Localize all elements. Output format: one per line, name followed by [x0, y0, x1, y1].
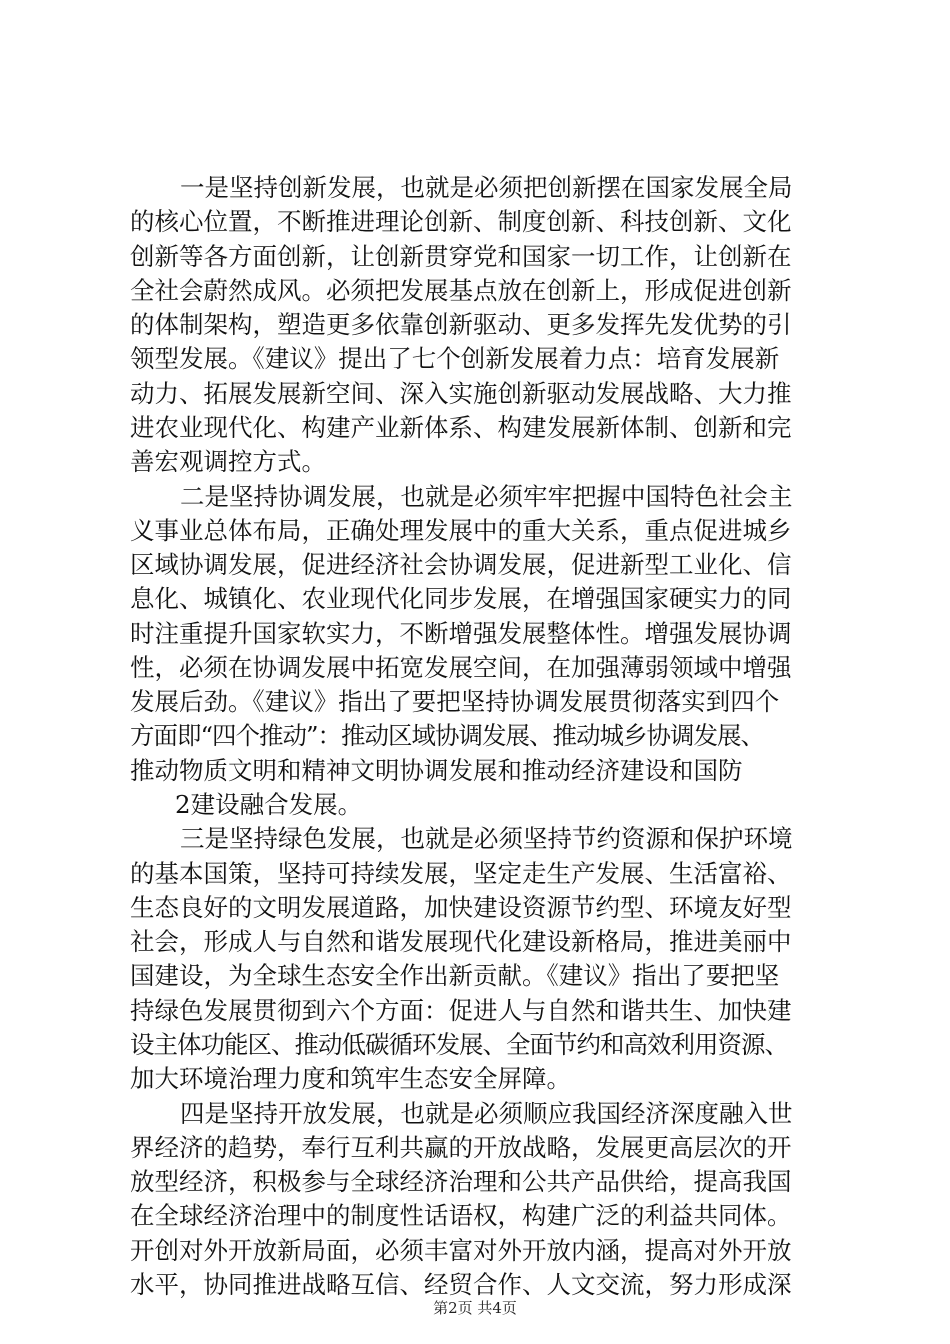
paragraph-line: 区域协调发展，促进经济社会协调发展，促进新型工业化、信: [130, 550, 792, 579]
paragraph-line: 加大环境治理力度和筑牢生态安全屏障。: [130, 1064, 571, 1093]
paragraph-line: 性，必须在协调发展中拓宽发展空间，在加强薄弱领域中增强: [130, 653, 792, 682]
paragraph-line: 设主体功能区、推动低碳循环发展、全面节约和高效利用资源、: [130, 1030, 788, 1059]
paragraph-line: 的基本国策，坚持可持续发展，坚定走生产发展、生活富裕、: [130, 859, 792, 888]
paragraph-line: 推动物质文明和精神文明协调发展和推动经济建设和国防: [130, 756, 743, 785]
paragraph-line: 放型经济，积极参与全球经济治理和公共产品供给，提高我国: [130, 1167, 792, 1196]
paragraph-line: 创新等各方面创新，让创新贯穿党和国家一切工作，让创新在: [130, 242, 792, 271]
paragraph-line: 三是坚持绿色发展，也就是必须坚持节约资源和保护环境: [180, 824, 793, 853]
paragraph-line: 界经济的趋势，奉行互利共赢的开放战略，发展更高层次的开: [130, 1133, 792, 1162]
paragraph-line: 生态良好的文明发展道路，加快建设资源节约型、环境友好型: [130, 893, 792, 922]
paragraph-line: 在全球经济治理中的制度性话语权，构建广泛的利益共同体。: [130, 1201, 792, 1230]
paragraph-line: 方面即“四个推动”：推动区域协调发展、推动城乡协调发展、: [130, 721, 765, 750]
paragraph-line: 四是坚持开放发展，也就是必须顺应我国经济深度融入世: [180, 1099, 793, 1128]
paragraph-line: 发展后劲。《建议》指出了要把坚持协调发展贯彻落实到四个: [130, 687, 780, 716]
paragraph-line: 水平，协同推进战略互信、经贸合作、人文交流，努力形成深: [130, 1270, 792, 1299]
paragraph-line: 社会，形成人与自然和谐发展现代化建设新格局，推进美丽中: [130, 927, 792, 956]
paragraph-line: 义事业总体布局，正确处理发展中的重大关系，重点促进城乡: [130, 516, 792, 545]
page-footer: 第2页 共4页: [433, 1299, 517, 1317]
paragraph-line: 一是坚持创新发展，也就是必须把创新摆在国家发展全局: [180, 173, 793, 202]
paragraph-line: 二是坚持协调发展，也就是必须牢牢把握中国特色社会主: [180, 482, 793, 511]
paragraph-line: 进农业现代化、构建产业新体系、构建发展新体制、创新和完: [130, 413, 792, 442]
paragraph-line: 全社会蔚然成风。必须把发展基点放在创新上，形成促进创新: [130, 276, 792, 305]
paragraph-line: 善宏观调控方式。: [130, 447, 326, 476]
paragraph-line: 的体制架构，塑造更多依靠创新驱动、更多发挥先发优势的引: [130, 310, 792, 339]
paragraph-line: 息化、城镇化、农业现代化同步发展，在增强国家硬实力的同: [130, 584, 792, 613]
paragraph-line: 持绿色发展贯彻到六个方面：促进人与自然和谐共生、加快建: [130, 996, 792, 1025]
paragraph-line: 的核心位置，不断推进理论创新、制度创新、科技创新、文化: [130, 207, 792, 236]
paragraph-line: 国建设，为全球生态安全作出新贡献。《建议》指出了要把坚: [130, 961, 780, 990]
paragraph-line: 领型发展。《建议》提出了七个创新发展着力点：培育发展新: [130, 344, 780, 373]
paragraph-line: 动力、拓展发展新空间、深入实施创新驱动发展战略、大力推: [130, 379, 792, 408]
paragraph-line: 时注重提升国家软实力，不断增强发展整体性。增强发展协调: [130, 619, 792, 648]
paragraph-line: 开创对外开放新局面，必须丰富对外开放内涵，提高对外开放: [130, 1236, 792, 1265]
paragraph-line: 2建设融合发展。: [175, 790, 363, 819]
